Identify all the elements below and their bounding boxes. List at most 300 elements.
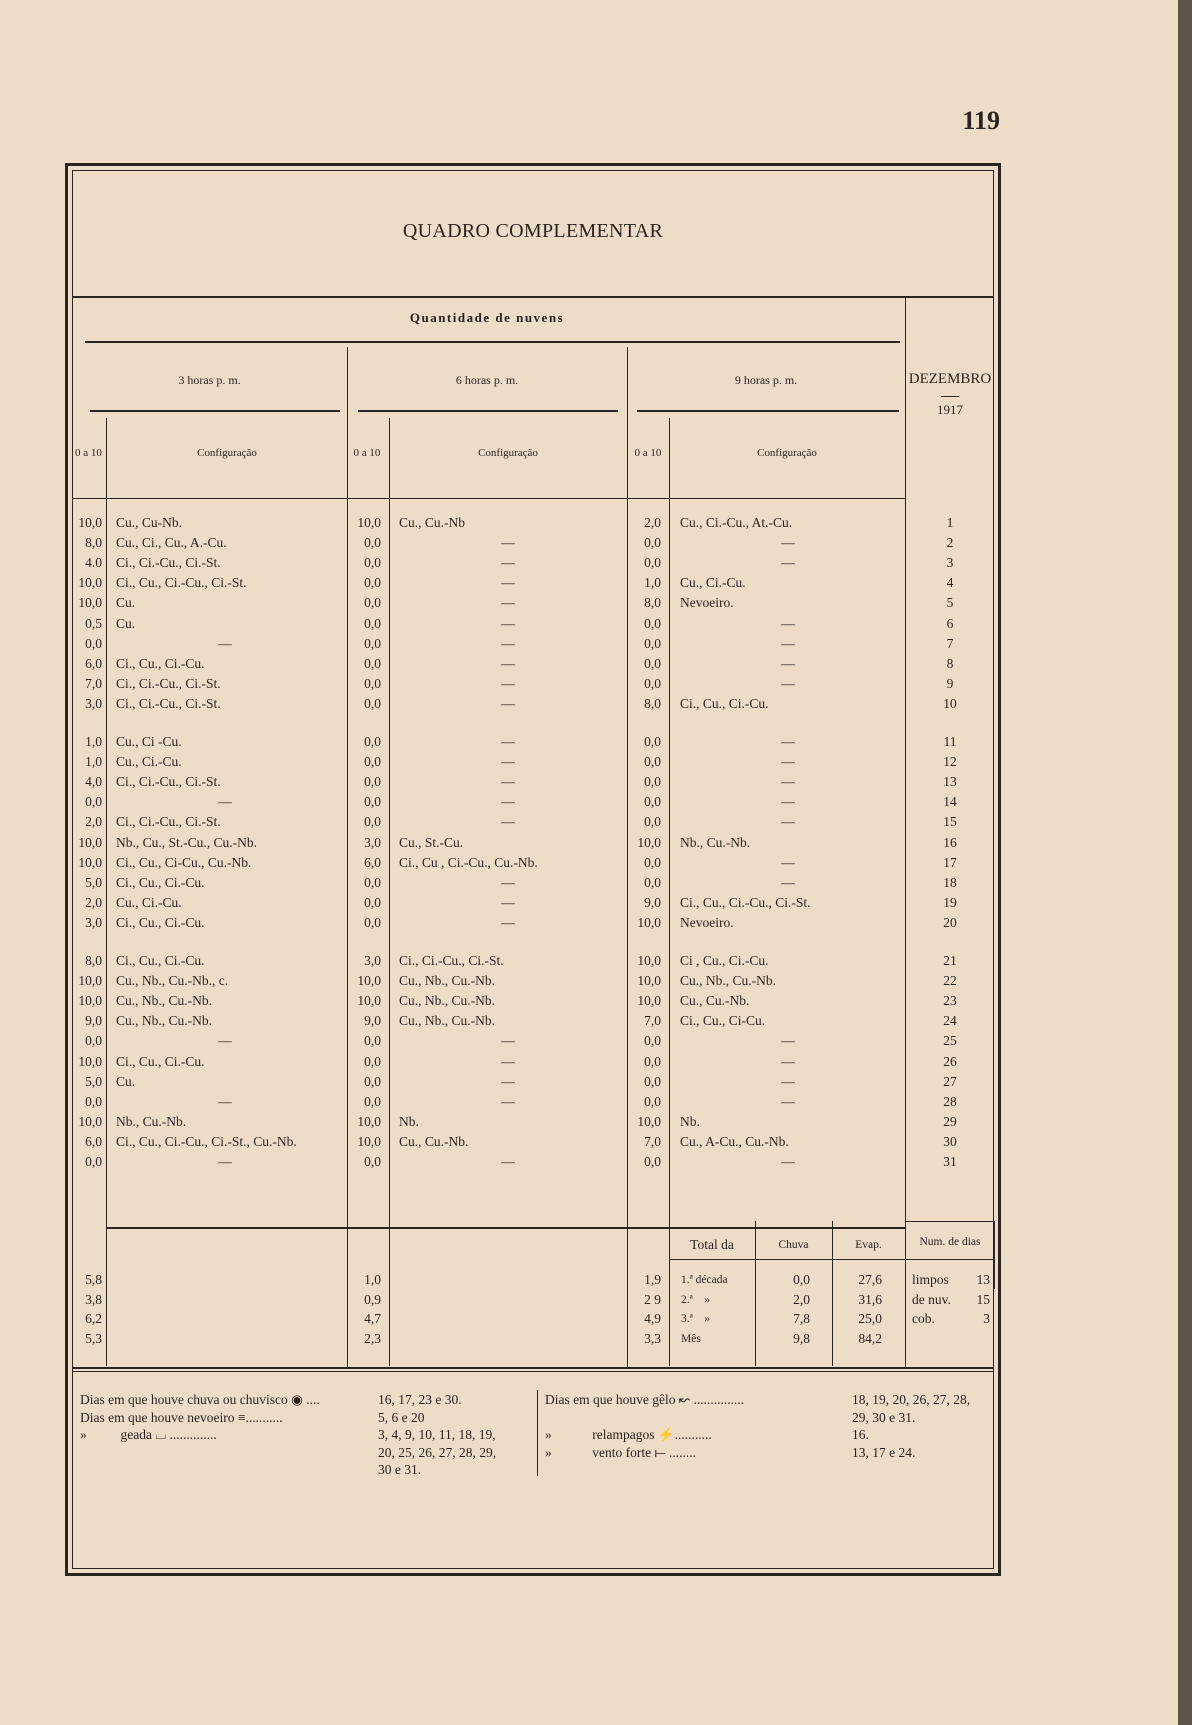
summary-evap: 25,0 (858, 1311, 882, 1326)
amount-3pm: 8,0 (85, 953, 102, 968)
config-9pm: Ci , Cu., Ci.-Cu. (680, 953, 769, 968)
day-number: 5 (946, 595, 954, 611)
vrule-3 (389, 418, 390, 1228)
config-6pm: — (501, 814, 515, 830)
config-3pm: Cu., Nb., Cu.-Nb. (116, 993, 213, 1009)
config-9pm: — (781, 754, 795, 770)
config-3pm: Ci., Ci.-Cu., Ci.-St. (116, 555, 221, 571)
brace-9pm (637, 410, 899, 412)
amount-9pm: 0,0 (644, 874, 661, 890)
config-6pm: Nb. (399, 1113, 419, 1129)
config-3pm: Cu., Nb., Cu.-Nb. (116, 1013, 213, 1029)
amount-6pm: 0,0 (364, 575, 381, 591)
config-6pm: Ci., Ci.-Cu., Ci.-St. (399, 953, 504, 968)
brace-6pm (358, 410, 618, 412)
amount-6pm: 9,0 (364, 1013, 381, 1029)
amount-9pm: 0,0 (644, 754, 661, 770)
amount-9pm: 0,0 (644, 1154, 661, 1169)
summary-numdias-header: Num. de dias (919, 1236, 981, 1248)
day-number: 18 (943, 874, 957, 890)
amount-9pm: 0,0 (644, 655, 661, 671)
days-value: 3 (983, 1311, 990, 1326)
config-3pm: Ci., Ci.-Cu., Ci.-St. (116, 675, 221, 691)
config-3pm: Ci., Ci.-Cu., Ci.-St. (116, 814, 221, 830)
amount-9pm: 0,0 (644, 794, 661, 810)
day-number: 25 (943, 1033, 957, 1049)
amount-9pm: 0,0 (644, 1033, 661, 1049)
amount-6pm: 0,0 (364, 655, 381, 671)
page-title: QUADRO COMPLEMENTAR (402, 220, 664, 242)
amount-3pm: 2,0 (85, 894, 102, 910)
vrule-5 (669, 418, 670, 1228)
day-number: 4 (946, 575, 954, 591)
day-number: 24 (943, 1013, 957, 1029)
amount-6pm: 0,0 (364, 615, 381, 631)
amount-3pm: 9,0 (85, 1013, 102, 1029)
amount-9pm: 0,0 (644, 615, 661, 631)
day-number: 29 (943, 1113, 957, 1129)
day-number: 26 (943, 1053, 957, 1069)
amount-3pm: 5,0 (85, 874, 102, 890)
amount-9pm: 0,0 (644, 734, 661, 749)
amount-9pm: 10,0 (637, 914, 661, 930)
amount-6pm: 0,0 (364, 1093, 381, 1109)
summary-chuva-header: Chuva (778, 1239, 809, 1251)
config-3pm: Cu. (116, 1073, 136, 1089)
footer-divider (537, 1390, 538, 1476)
footer-right-label: » vento forte ⟝ ........ (545, 1444, 697, 1460)
col-amount-3pm: 0 a 10 (75, 447, 102, 459)
footer-left-value: 30 e 31. (378, 1462, 422, 1477)
config-9pm: Cu., Cu.-Nb. (680, 993, 750, 1009)
amount-3pm: 10,0 (78, 575, 102, 591)
page-edge (1178, 0, 1192, 1725)
amount-3pm: 8,0 (85, 535, 102, 551)
days-label: cob. (912, 1311, 935, 1326)
amount-6pm: 0,0 (364, 734, 381, 749)
day-number: 23 (943, 993, 957, 1009)
config-9pm: Ci., Cu., Ci-Cu. (680, 1013, 766, 1029)
config-3pm: Cu., Nb., Cu.-Nb., c. (116, 973, 229, 989)
config-3pm: Cu., Ci., Cu., A.-Cu. (116, 535, 227, 551)
footer-left-label: Dias em que houve chuva ou chuvisco ◉ .... (80, 1392, 320, 1407)
summary-evap: 31,6 (858, 1291, 882, 1307)
amount-9pm: 0,0 (644, 535, 661, 551)
config-3pm: Ci., Cu., Ci.-Cu. (116, 1053, 205, 1069)
amount-3pm: 0,0 (85, 1154, 102, 1169)
summary-amount-9pm: 2 9 (644, 1291, 661, 1307)
config-3pm: Cu., Ci.-Cu. (116, 754, 182, 770)
config-3pm: Ci., Cu., Ci-Cu., Cu.-Nb. (116, 854, 252, 870)
config-9pm: — (781, 655, 795, 671)
day-number: 31 (943, 1154, 957, 1169)
config-3pm: — (218, 1093, 232, 1109)
day-number: 19 (943, 894, 957, 910)
vrule-1 (106, 418, 107, 1228)
amount-6pm: 10,0 (357, 1133, 381, 1149)
footer-right-value: 13, 17 e 24. (852, 1444, 916, 1460)
amount-6pm: 0,0 (364, 695, 381, 711)
numdias-header-rule (905, 1259, 994, 1260)
amount-6pm: 0,0 (364, 794, 381, 810)
config-6pm: — (501, 575, 515, 591)
day-number: 17 (943, 854, 957, 870)
config-3pm: Nb., Cu., St.-Cu., Cu.-Nb. (116, 834, 258, 850)
config-9pm: — (781, 555, 795, 571)
summary-amount-6pm: 0,9 (364, 1291, 381, 1307)
amount-9pm: 0,0 (644, 1053, 661, 1069)
group-6pm: 6 horas p. m. (455, 373, 519, 387)
days-label: de nuv. (912, 1291, 951, 1307)
summary-amount-6pm: 2,3 (364, 1330, 381, 1346)
config-6pm: — (501, 1033, 515, 1049)
config-3pm: — (218, 794, 232, 810)
amount-6pm: 0,0 (364, 675, 381, 691)
amount-9pm: 0,0 (644, 774, 661, 790)
total-header-rule (669, 1259, 905, 1260)
footer-left-value: 5, 6 e 20 (378, 1409, 425, 1425)
config-6pm: — (501, 1073, 515, 1089)
config-3pm: Ci., Cu., Ci.-Cu. (116, 914, 205, 930)
col-config-6pm: Configuração (478, 447, 538, 459)
summary-evap-header: Evap. (855, 1239, 882, 1251)
day-number: 10 (943, 695, 957, 711)
footer-right-label: Dias em que houve gêlo ↜ ............... (545, 1392, 745, 1407)
summary-amount-3pm: 6,2 (85, 1311, 102, 1326)
amount-9pm: 2,0 (644, 515, 661, 530)
day-number: 7 (946, 635, 954, 651)
config-3pm: Ci., Cu., Ci.-Cu., Ci.-St. (116, 575, 247, 591)
brace-3pm (90, 410, 340, 412)
amount-6pm: 0,0 (364, 635, 381, 651)
amount-6pm: 0,0 (364, 1154, 381, 1169)
day-number: 13 (943, 774, 957, 790)
amount-6pm: 6,0 (364, 854, 381, 870)
amount-6pm: 10,0 (357, 973, 381, 989)
amount-6pm: 0,0 (364, 555, 381, 571)
config-6pm: — (501, 794, 515, 810)
day-number: 27 (943, 1073, 957, 1089)
config-3pm: Cu., Ci -Cu. (116, 734, 182, 749)
config-9pm: — (781, 1073, 795, 1089)
amount-3pm: 0,0 (85, 1093, 102, 1109)
day-number: 11 (943, 734, 957, 749)
col-config-3pm: Configuração (197, 447, 257, 459)
config-9pm: — (781, 675, 795, 691)
month-label: DEZEMBRO (908, 371, 992, 387)
amount-3pm: 0,0 (85, 794, 102, 810)
amount-3pm: 10,0 (78, 834, 102, 850)
config-3pm: Cu., Cu-Nb. (116, 515, 183, 530)
day-number: 21 (943, 953, 957, 968)
footer-rule-2 (72, 1371, 994, 1372)
day-number: 6 (946, 615, 954, 631)
amount-3pm: 10,0 (78, 595, 102, 611)
amount-6pm: 3,0 (364, 834, 381, 850)
summary-period: 1.ª década (681, 1274, 728, 1286)
amount-6pm: 0,0 (364, 894, 381, 910)
config-6pm: — (501, 695, 515, 711)
amount-3pm: 0,0 (85, 635, 102, 651)
config-9pm: Cu., Nb., Cu.-Nb. (680, 973, 777, 989)
amount-9pm: 0,0 (644, 814, 661, 830)
day-number: 1 (946, 515, 954, 530)
config-6pm: — (501, 655, 515, 671)
config-3pm: Cu. (116, 615, 136, 631)
days-label: limpos (912, 1272, 949, 1287)
page-number: 119 (962, 106, 1000, 135)
config-6pm: — (501, 595, 515, 611)
config-6pm: Cu., Cu.-Nb. (399, 1133, 469, 1149)
footer-right-value: 18, 19, 20, 26, 27, 28, (852, 1392, 971, 1407)
amount-3pm: 4,0 (85, 774, 102, 790)
config-6pm: — (501, 555, 515, 571)
config-3pm: Ci., Cu., Ci.-Cu. (116, 655, 205, 671)
footer-left-value: 16, 17, 23 e 30. (378, 1392, 462, 1407)
config-9pm: Cu., Ci.-Cu., At.-Cu. (680, 515, 793, 530)
config-6pm: — (501, 874, 515, 890)
config-9pm: — (781, 1053, 795, 1069)
amount-9pm: 8,0 (644, 595, 661, 611)
summary-vrule-1 (106, 1229, 107, 1366)
summary-amount-3pm: 5,8 (85, 1272, 102, 1287)
config-6pm: — (501, 1093, 515, 1109)
amount-6pm: 0,0 (364, 1053, 381, 1069)
day-number: 20 (943, 914, 957, 930)
config-3pm: Ci., Ci.-Cu., Ci.-St. (116, 774, 221, 790)
amount-3pm: 1,0 (85, 734, 102, 749)
config-9pm: Nb., Cu.-Nb. (680, 834, 751, 850)
amount-3pm: 5,0 (85, 1073, 102, 1089)
config-9pm: — (781, 615, 795, 631)
summary-amount-6pm: 1,0 (364, 1272, 381, 1287)
summary-rule (106, 1227, 905, 1229)
summary-total-header: Total da (690, 1237, 734, 1252)
config-9pm: — (781, 734, 795, 749)
config-9pm: — (781, 794, 795, 810)
amount-9pm: 0,0 (644, 675, 661, 691)
config-9pm: — (781, 774, 795, 790)
footer-rule (72, 1367, 994, 1369)
col-amount-9pm: 0 a 10 (634, 447, 662, 459)
year-label: 1917 (937, 402, 963, 417)
amount-9pm: 0,0 (644, 854, 661, 870)
config-3pm: Ci., Cu., Ci.-Cu., Ci.-St., Cu.-Nb. (116, 1133, 297, 1149)
day-number: 22 (943, 973, 957, 989)
config-6pm: — (501, 1053, 515, 1069)
amount-3pm: 3,0 (85, 914, 102, 930)
amount-9pm: 0,0 (644, 635, 661, 651)
header-rule (72, 296, 994, 298)
amount-9pm: 10,0 (637, 953, 661, 968)
day-number: 8 (946, 655, 954, 671)
config-6pm: Cu., Nb., Cu.-Nb. (399, 1013, 496, 1029)
amount-3pm: 10,0 (78, 993, 102, 1009)
footer-left-value: 3, 4, 9, 10, 11, 18, 19, (378, 1427, 496, 1442)
col-config-9pm: Configuração (757, 447, 817, 459)
days-value: 13 (976, 1272, 990, 1287)
amount-9pm: 1,0 (644, 575, 661, 591)
cloud-title-rule (85, 341, 900, 343)
amount-6pm: 0,0 (364, 1073, 381, 1089)
config-3pm: — (218, 635, 232, 651)
summary-period: Mês (681, 1332, 701, 1345)
day-number: 15 (943, 814, 957, 830)
amount-6pm: 10,0 (357, 1113, 381, 1129)
amount-9pm: 9,0 (644, 894, 661, 910)
footer-left-label: Dias em que houve nevoeiro ≡........... (80, 1409, 283, 1425)
summary-amount-9pm: 4,9 (644, 1311, 661, 1326)
config-6pm: Cu., Nb., Cu.-Nb. (399, 973, 496, 989)
amount-6pm: 0,0 (364, 535, 381, 551)
amount-3pm: 2,0 (85, 814, 102, 830)
config-6pm: — (501, 914, 515, 930)
config-6pm: Cu., St.-Cu. (399, 834, 464, 850)
config-6pm: — (501, 535, 515, 551)
day-number: 3 (946, 555, 954, 571)
amount-3pm: 6,0 (85, 655, 102, 671)
amount-3pm: 0,5 (85, 615, 102, 631)
config-3pm: Nb., Cu.-Nb. (116, 1113, 187, 1129)
config-9pm: Cu., A-Cu., Cu.-Nb. (680, 1133, 789, 1149)
config-3pm: Cu. (116, 595, 136, 611)
amount-9pm: 8,0 (644, 695, 661, 711)
amount-6pm: 0,0 (364, 814, 381, 830)
summary-evap: 84,2 (858, 1330, 882, 1346)
config-6pm: — (501, 894, 515, 910)
config-6pm: Cu., Nb., Cu.-Nb. (399, 993, 496, 1009)
config-6pm: — (501, 675, 515, 691)
config-9pm: — (781, 1093, 795, 1109)
summary-chuva: 7,8 (793, 1311, 810, 1326)
amount-9pm: 0,0 (644, 1093, 661, 1109)
amount-3pm: 1,0 (85, 754, 102, 770)
config-9pm: — (781, 854, 795, 870)
config-6pm: Ci., Cu , Ci.-Cu., Cu.-Nb. (399, 854, 538, 870)
col-amount-6pm: 0 a 10 (353, 447, 381, 459)
summary-period: 3.ª » (681, 1313, 711, 1325)
footer-left-value: 20, 25, 26, 27, 28, 29, (378, 1444, 497, 1460)
day-number: 12 (943, 754, 957, 770)
summary-chuva: 2,0 (793, 1291, 810, 1307)
day-number: 30 (943, 1133, 957, 1149)
summary-vrule-6 (994, 1221, 995, 1289)
day-number: 16 (943, 834, 957, 850)
day-number: 14 (943, 794, 957, 810)
config-6pm: — (501, 734, 515, 749)
config-6pm: — (501, 635, 515, 651)
group-3pm: 3 horas p. m. (178, 373, 241, 387)
footer-right-value: 16. (852, 1427, 869, 1442)
config-6pm: — (501, 615, 515, 631)
amount-9pm: 0,0 (644, 1073, 661, 1089)
amount-9pm: 10,0 (637, 834, 661, 850)
amount-9pm: 7,0 (644, 1133, 661, 1149)
amount-6pm: 0,0 (364, 874, 381, 890)
amount-3pm: 10,0 (78, 515, 102, 530)
config-6pm: — (501, 774, 515, 790)
config-9pm: — (781, 1154, 795, 1169)
config-9pm: Cu., Ci.-Cu. (680, 575, 746, 591)
config-3pm: Ci., Cu., Ci.-Cu. (116, 953, 205, 968)
summary-amount-9pm: 3,3 (644, 1330, 661, 1346)
config-3pm: — (218, 1154, 232, 1169)
month-divider (941, 396, 959, 397)
summary-vrule-2 (389, 1229, 390, 1366)
amount-6pm: 0,0 (364, 595, 381, 611)
amount-6pm: 10,0 (357, 515, 381, 530)
config-6pm: — (501, 754, 515, 770)
amount-9pm: 7,0 (644, 1013, 661, 1029)
config-9pm: — (781, 1033, 795, 1049)
day-number: 2 (946, 535, 954, 551)
cloud-amount-title: Quantidade de nuvens (409, 310, 565, 325)
amount-3pm: 0,0 (85, 1033, 102, 1049)
day-number: 9 (946, 675, 954, 691)
summary-evap: 27,6 (858, 1272, 882, 1287)
summary-chuva: 9,8 (793, 1330, 810, 1346)
day-number: 28 (943, 1093, 957, 1109)
summary-rule-right (905, 1221, 994, 1222)
days-value: 15 (976, 1291, 990, 1307)
amount-3pm: 6,0 (85, 1133, 102, 1149)
amount-6pm: 0,0 (364, 1033, 381, 1049)
config-9pm: Nevoeiro. (680, 595, 734, 611)
amount-6pm: 3,0 (364, 953, 381, 968)
summary-amount-6pm: 4,7 (364, 1311, 381, 1326)
column-header-rule (72, 498, 905, 499)
amount-3pm: 10,0 (78, 854, 102, 870)
amount-9pm: 10,0 (637, 993, 661, 1009)
summary-chuva: 0,0 (793, 1272, 810, 1287)
config-9pm: Ci., Cu., Ci.-Cu., Ci.-St. (680, 894, 811, 910)
amount-9pm: 10,0 (637, 1113, 661, 1129)
amount-9pm: 0,0 (644, 555, 661, 571)
amount-3pm: 7,0 (85, 675, 102, 691)
config-6pm: Cu., Cu.-Nb (399, 515, 466, 530)
amount-6pm: 0,0 (364, 754, 381, 770)
summary-amount-3pm: 3,8 (85, 1291, 102, 1307)
config-3pm: Cu., Ci.-Cu. (116, 894, 182, 910)
config-9pm: — (781, 814, 795, 830)
config-3pm: Ci., Cu., Ci.-Cu. (116, 874, 205, 890)
amount-3pm: 10,0 (78, 973, 102, 989)
config-9pm: — (781, 874, 795, 890)
amount-9pm: 10,0 (637, 973, 661, 989)
group-9pm: 9 horas p. m. (734, 373, 798, 387)
amount-3pm: 3,0 (85, 695, 102, 711)
config-9pm: Nb. (680, 1113, 700, 1129)
config-3pm: — (218, 1033, 232, 1049)
amount-6pm: 10,0 (357, 993, 381, 1009)
config-9pm: Ci., Cu., Ci.-Cu. (680, 695, 769, 711)
config-9pm: — (781, 535, 795, 551)
amount-3pm: 10,0 (78, 1053, 102, 1069)
footer-right-value: 29, 30 e 31. (852, 1409, 916, 1425)
summary-period: 2.ª » (681, 1293, 711, 1306)
footer-right-label: » relampagos ⚡........... (545, 1427, 712, 1442)
config-6pm: — (501, 1154, 515, 1169)
summary-amount-3pm: 5,3 (85, 1330, 102, 1346)
config-3pm: Ci., Ci.-Cu., Ci.-St. (116, 695, 221, 711)
config-9pm: — (781, 635, 795, 651)
amount-3pm: 10,0 (78, 1113, 102, 1129)
config-9pm: Nevoeiro. (680, 914, 734, 930)
footer-left-label: » geada ⌴ .............. (80, 1427, 217, 1442)
amount-3pm: 4.0 (85, 555, 102, 571)
summary-amount-9pm: 1,9 (644, 1272, 661, 1287)
amount-6pm: 0,0 (364, 774, 381, 790)
